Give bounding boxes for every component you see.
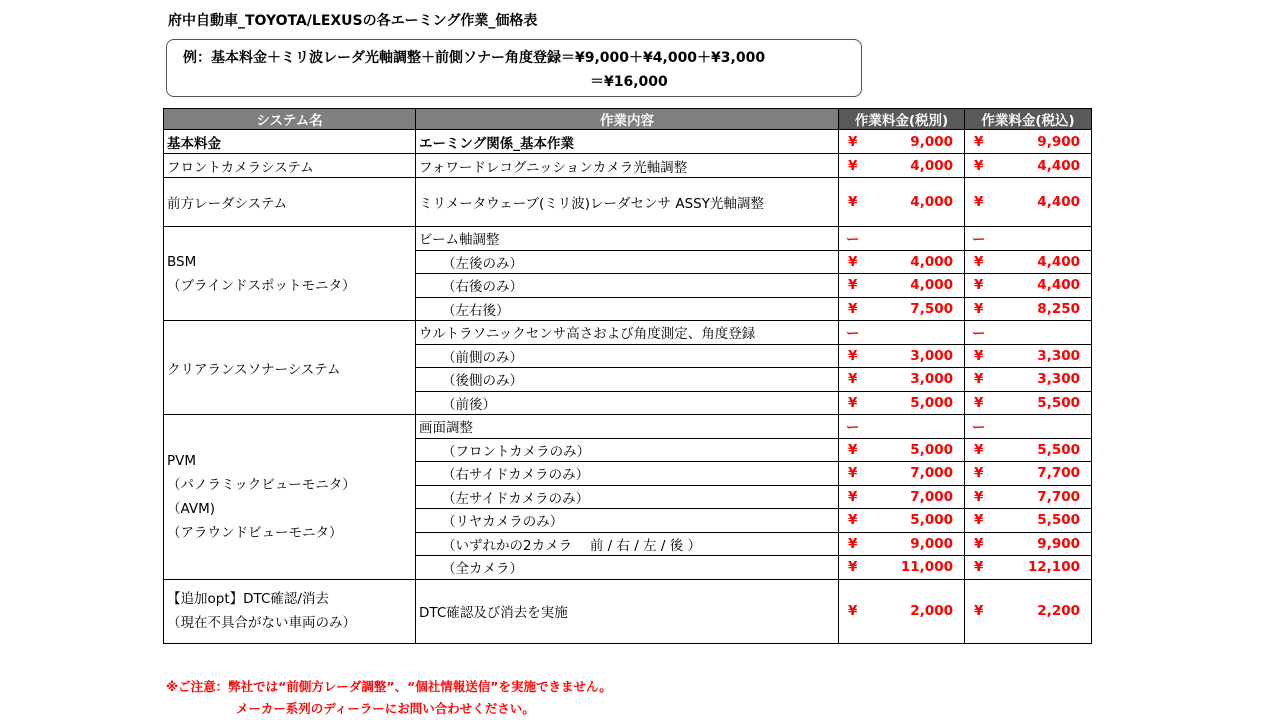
price-ex-tax: ¥ 4,000 (839, 274, 965, 298)
price-inc-tax: ¥ 7,700 (965, 485, 1092, 509)
price-ex-tax: ¥ 4,000 (839, 178, 965, 227)
caution-note (166, 676, 612, 720)
table-row (164, 154, 1092, 178)
work-content: （左右後） (416, 297, 839, 321)
work-content: エーミング関係_基本作業 (416, 130, 839, 154)
system-name: 前方レーダシステム (164, 178, 416, 227)
price-inc-tax: ¥ 9,900 (965, 130, 1092, 154)
system-name-dtc: 【追加opt】DTC確認/消去 （現在不具合がない車両のみ） (164, 579, 416, 643)
price-ex-tax: ー (839, 227, 965, 251)
system-name: フロントカメラシステム (164, 154, 416, 178)
price-inc-tax: ー (965, 227, 1092, 251)
work-content: （リヤカメラのみ） (416, 509, 839, 533)
header-price-inc-tax: 作業料金(税込) (965, 109, 1092, 130)
caution-line-1: ※ご注意：弊社では“前側方レーダ調整”、“個社情報送信”を実施できません。 (166, 679, 612, 694)
price-ex-tax: ¥ 9,000 (839, 532, 965, 556)
work-content: （左後のみ） (416, 250, 839, 274)
price-inc-tax: ¥ 2,200 (965, 579, 1092, 643)
price-inc-tax: ¥ 4,400 (965, 178, 1092, 227)
price-ex-tax: ¥ 2,000 (839, 579, 965, 643)
system-name: 基本料金 (164, 130, 416, 154)
price-inc-tax: ¥ 4,400 (965, 154, 1092, 178)
table-row (164, 227, 1092, 251)
price-ex-tax: ¥ 3,000 (839, 344, 965, 368)
work-content: DTC確認及び消去を実施 (416, 579, 839, 643)
work-content: 画面調整 (416, 415, 839, 439)
price-inc-tax: ¥ 3,300 (965, 344, 1092, 368)
price-inc-tax: ¥ 5,500 (965, 509, 1092, 533)
work-content: フォワードレコグニッションカメラ光軸調整 (416, 154, 839, 178)
price-inc-tax: ¥ 8,250 (965, 297, 1092, 321)
work-content: （前後） (416, 391, 839, 415)
price-ex-tax: ー (839, 321, 965, 345)
price-inc-tax: ¥ 9,900 (965, 532, 1092, 556)
example-line-1: 例：基本料金＋ミリ波レーダ光軸調整＋前側ソナー角度登録＝¥9,000＋¥4,000＋¥3,000 (183, 50, 766, 66)
work-content: ミリメータウェーブ(ミリ波)レーダセンサ ASSY光軸調整 (416, 178, 839, 227)
price-table (163, 108, 1092, 644)
price-inc-tax: ー (965, 321, 1092, 345)
price-inc-tax: ¥ 5,500 (965, 391, 1092, 415)
price-ex-tax: ¥ 11,000 (839, 556, 965, 580)
work-content: （フロントカメラのみ） (416, 438, 839, 462)
price-ex-tax: ¥ 4,000 (839, 154, 965, 178)
price-inc-tax: ¥ 5,500 (965, 438, 1092, 462)
system-name-bsm: BSM （ブラインドスポットモニタ） (164, 227, 416, 321)
system-name-pvm: PVM （パノラミックビューモニタ） （AVM) （アラウンドビューモニタ） (164, 415, 416, 580)
price-inc-tax: ¥ 12,100 (965, 556, 1092, 580)
price-ex-tax: ¥ 4,000 (839, 250, 965, 274)
price-inc-tax: ¥ 3,300 (965, 368, 1092, 392)
price-ex-tax: ¥ 3,000 (839, 368, 965, 392)
price-ex-tax: ¥ 9,000 (839, 130, 965, 154)
system-name-sonar: クリアランスソナーシステム (164, 321, 416, 415)
example-line-2: ＝¥16,000 (590, 74, 668, 90)
table-row (164, 579, 1092, 643)
work-content: （右サイドカメラのみ） (416, 462, 839, 486)
work-content: （右後のみ） (416, 274, 839, 298)
price-inc-tax: ¥ 4,400 (965, 274, 1092, 298)
price-ex-tax: ー (839, 415, 965, 439)
work-content: （後側のみ） (416, 368, 839, 392)
work-content: （左サイドカメラのみ） (416, 485, 839, 509)
work-content: （前側のみ） (416, 344, 839, 368)
price-ex-tax: ¥ 7,000 (839, 462, 965, 486)
price-inc-tax: ー (965, 415, 1092, 439)
caution-line-2: メーカー系列のディーラーにお問い合わせください。 (236, 701, 535, 716)
work-content: ビーム軸調整 (416, 227, 839, 251)
table-row (164, 321, 1092, 345)
price-inc-tax: ¥ 7,700 (965, 462, 1092, 486)
table-row (164, 415, 1092, 439)
price-ex-tax: ¥ 5,000 (839, 509, 965, 533)
work-content: ウルトラソニックセンサ高さおよび角度測定、角度登録 (416, 321, 839, 345)
table-header-row (164, 109, 1092, 130)
price-ex-tax: ¥ 7,000 (839, 485, 965, 509)
table-row (164, 178, 1092, 227)
table-row (164, 130, 1092, 154)
example-box (166, 39, 862, 97)
page-title: 府中自動車_TOYOTA/LEXUSの各エーミング作業_価格表 (168, 13, 538, 29)
price-ex-tax: ¥ 7,500 (839, 297, 965, 321)
header-price-ex-tax: 作業料金(税別) (839, 109, 965, 130)
header-work: 作業内容 (416, 109, 839, 130)
price-ex-tax: ¥ 5,000 (839, 438, 965, 462)
work-content: （全カメラ） (416, 556, 839, 580)
header-system: システム名 (164, 109, 416, 130)
work-content: （いずれかの2カメラ 前 / 右 / 左 / 後 ） (416, 532, 839, 556)
price-inc-tax: ¥ 4,400 (965, 250, 1092, 274)
price-ex-tax: ¥ 5,000 (839, 391, 965, 415)
